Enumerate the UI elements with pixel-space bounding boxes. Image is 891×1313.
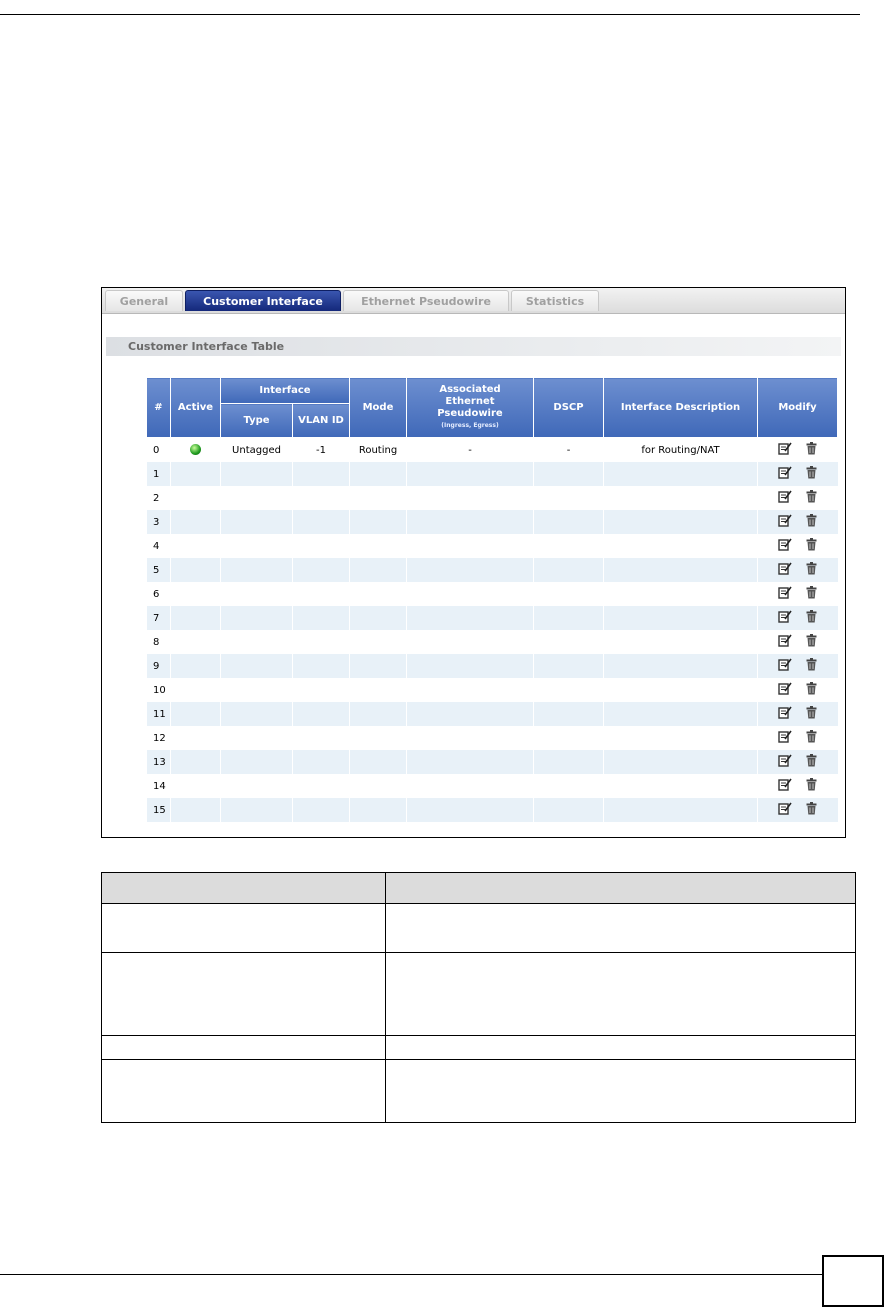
edit-icon[interactable]	[778, 658, 792, 671]
col-header-type: Type	[221, 404, 293, 438]
row-active-cell	[171, 606, 221, 630]
row-modify-cell	[758, 558, 838, 582]
row-mode	[350, 678, 407, 702]
row-mode	[350, 486, 407, 510]
row-dscp	[534, 462, 604, 486]
row-modify-cell	[758, 726, 838, 750]
trash-icon[interactable]	[806, 658, 817, 671]
row-vlan-id	[293, 462, 350, 486]
pseudowire-header-line3: Pseudowire	[437, 407, 503, 419]
row-active-cell	[171, 486, 221, 510]
description-cell	[102, 953, 386, 1036]
row-pseudowire	[407, 798, 534, 822]
trash-icon[interactable]	[806, 802, 817, 815]
trash-icon[interactable]	[806, 586, 817, 599]
col-header-active: Active	[171, 378, 221, 438]
edit-icon[interactable]	[778, 538, 792, 551]
row-type	[221, 774, 293, 798]
row-dscp	[534, 630, 604, 654]
row-vlan-id	[293, 750, 350, 774]
row-mode	[350, 558, 407, 582]
trash-icon[interactable]	[806, 562, 817, 575]
row-dscp	[534, 798, 604, 822]
table-row	[147, 678, 838, 702]
col-header-vlan-id: VLAN ID	[293, 404, 350, 438]
row-pseudowire	[407, 750, 534, 774]
trash-icon[interactable]	[806, 490, 817, 503]
row-pseudowire	[407, 558, 534, 582]
table-row	[147, 750, 838, 774]
description-cell	[102, 1060, 386, 1123]
row-number: 13	[147, 750, 171, 774]
description-cell	[386, 953, 856, 1036]
row-type	[221, 486, 293, 510]
row-type	[221, 606, 293, 630]
description-header-cell	[102, 873, 386, 904]
trash-icon[interactable]	[806, 466, 817, 479]
edit-icon[interactable]	[778, 610, 792, 623]
row-dscp	[534, 534, 604, 558]
description-cell	[102, 1036, 386, 1060]
row-dscp	[534, 654, 604, 678]
row-description	[604, 606, 758, 630]
edit-icon[interactable]	[778, 586, 792, 599]
pseudowire-header-line1: Associated	[439, 383, 501, 395]
row-modify-cell	[758, 486, 838, 510]
row-mode	[350, 606, 407, 630]
table-row	[147, 558, 838, 582]
tab-statistics[interactable]: Statistics	[511, 290, 599, 311]
row-type	[221, 462, 293, 486]
edit-icon[interactable]	[778, 562, 792, 575]
row-description	[604, 654, 758, 678]
row-mode	[350, 462, 407, 486]
description-cell	[102, 904, 386, 953]
row-vlan-id: -1	[293, 438, 350, 463]
row-number: 0	[147, 438, 171, 463]
row-modify-cell	[758, 510, 838, 534]
row-mode	[350, 654, 407, 678]
row-modify-cell	[758, 582, 838, 606]
table-row	[147, 510, 838, 534]
table-row	[147, 702, 838, 726]
customer-interface-table	[146, 377, 838, 822]
row-mode: Routing	[350, 438, 407, 463]
row-active-cell	[171, 534, 221, 558]
tab-ethernet-pseudowire[interactable]: Ethernet Pseudowire	[343, 290, 509, 311]
pseudowire-header-line2: Ethernet	[445, 395, 495, 407]
row-active-cell	[171, 630, 221, 654]
trash-icon[interactable]	[806, 610, 817, 623]
table-row	[147, 486, 838, 510]
description-table	[101, 872, 856, 1123]
row-pseudowire	[407, 462, 534, 486]
row-description	[604, 678, 758, 702]
trash-icon[interactable]	[806, 514, 817, 527]
row-vlan-id	[293, 630, 350, 654]
row-number: 1	[147, 462, 171, 486]
edit-icon[interactable]	[778, 442, 792, 455]
col-header-dscp: DSCP	[534, 378, 604, 438]
description-table-row	[102, 1060, 856, 1123]
row-dscp	[534, 774, 604, 798]
edit-icon[interactable]	[778, 514, 792, 527]
col-header-num: #	[147, 378, 171, 438]
row-mode	[350, 702, 407, 726]
row-active-cell	[171, 582, 221, 606]
row-vlan-id	[293, 678, 350, 702]
trash-icon[interactable]	[806, 538, 817, 551]
row-dscp	[534, 606, 604, 630]
col-header-modify: Modify	[758, 378, 838, 438]
row-pseudowire	[407, 630, 534, 654]
row-pseudowire	[407, 582, 534, 606]
row-active-cell	[171, 510, 221, 534]
row-number: 7	[147, 606, 171, 630]
table-row	[147, 774, 838, 798]
row-active-cell	[171, 726, 221, 750]
table-row	[147, 582, 838, 606]
row-pseudowire	[407, 726, 534, 750]
edit-icon[interactable]	[778, 754, 792, 767]
page-footer-rule	[0, 1274, 822, 1275]
row-description	[604, 462, 758, 486]
row-modify-cell	[758, 534, 838, 558]
row-modify-cell	[758, 750, 838, 774]
edit-icon[interactable]	[778, 802, 792, 815]
row-pseudowire	[407, 606, 534, 630]
row-modify-cell	[758, 702, 838, 726]
row-vlan-id	[293, 534, 350, 558]
table-row	[147, 606, 838, 630]
row-modify-cell	[758, 606, 838, 630]
row-dscp: -	[534, 438, 604, 463]
row-description	[604, 702, 758, 726]
row-description: for Routing/NAT	[604, 438, 758, 463]
section-title: Customer Interface Table	[106, 337, 841, 356]
row-type	[221, 654, 293, 678]
trash-icon[interactable]	[806, 634, 817, 647]
row-active-cell	[171, 654, 221, 678]
row-pseudowire	[407, 678, 534, 702]
row-pseudowire: -	[407, 438, 534, 463]
green-bulb-icon	[190, 444, 201, 455]
edit-icon[interactable]	[778, 490, 792, 503]
row-description	[604, 582, 758, 606]
row-modify-cell	[758, 630, 838, 654]
row-description	[604, 726, 758, 750]
row-number: 15	[147, 798, 171, 822]
row-type	[221, 750, 293, 774]
table-row	[147, 726, 838, 750]
row-vlan-id	[293, 558, 350, 582]
description-table-header	[102, 873, 856, 904]
edit-icon[interactable]	[778, 706, 792, 719]
row-number: 8	[147, 630, 171, 654]
row-vlan-id	[293, 486, 350, 510]
description-table-row	[102, 904, 856, 953]
table-row	[147, 534, 838, 558]
row-number: 4	[147, 534, 171, 558]
row-vlan-id	[293, 606, 350, 630]
row-type	[221, 702, 293, 726]
row-pseudowire	[407, 510, 534, 534]
row-description	[604, 750, 758, 774]
row-mode	[350, 582, 407, 606]
row-pseudowire	[407, 486, 534, 510]
col-header-description: Interface Description	[604, 378, 758, 438]
row-description	[604, 774, 758, 798]
row-description	[604, 510, 758, 534]
row-description	[604, 558, 758, 582]
row-description	[604, 534, 758, 558]
row-active-cell	[171, 558, 221, 582]
row-type: Untagged	[221, 438, 293, 463]
edit-icon[interactable]	[778, 634, 792, 647]
row-number: 14	[147, 774, 171, 798]
row-modify-cell	[758, 678, 838, 702]
row-active-cell	[171, 774, 221, 798]
screenshot-frame	[101, 287, 846, 838]
edit-icon[interactable]	[778, 778, 792, 791]
row-dscp	[534, 678, 604, 702]
row-mode	[350, 630, 407, 654]
row-vlan-id	[293, 702, 350, 726]
row-dscp	[534, 558, 604, 582]
row-pseudowire	[407, 774, 534, 798]
edit-icon[interactable]	[778, 730, 792, 743]
row-dscp	[534, 750, 604, 774]
row-modify-cell	[758, 462, 838, 486]
description-cell	[386, 1036, 856, 1060]
description-header-cell	[386, 873, 856, 904]
col-header-pseudowire	[407, 378, 534, 438]
table-row	[147, 438, 838, 463]
row-dscp	[534, 726, 604, 750]
row-active-cell	[171, 750, 221, 774]
row-description	[604, 630, 758, 654]
row-active-cell	[171, 438, 221, 463]
row-number: 6	[147, 582, 171, 606]
row-number: 3	[147, 510, 171, 534]
row-modify-cell	[758, 798, 838, 822]
row-number: 11	[147, 702, 171, 726]
tab-customer-interface[interactable]: Customer Interface	[185, 290, 341, 311]
page-header-rule	[0, 14, 860, 15]
row-mode	[350, 774, 407, 798]
table-row	[147, 798, 838, 822]
description-table-row	[102, 953, 856, 1036]
trash-icon[interactable]	[806, 730, 817, 743]
row-active-cell	[171, 798, 221, 822]
edit-icon[interactable]	[778, 466, 792, 479]
row-vlan-id	[293, 582, 350, 606]
row-pseudowire	[407, 534, 534, 558]
row-number: 10	[147, 678, 171, 702]
row-type	[221, 798, 293, 822]
trash-icon[interactable]	[806, 754, 817, 767]
description-cell	[386, 1060, 856, 1123]
row-number: 5	[147, 558, 171, 582]
row-pseudowire	[407, 702, 534, 726]
page-number-box	[822, 1255, 884, 1307]
row-type	[221, 534, 293, 558]
row-vlan-id	[293, 726, 350, 750]
row-mode	[350, 750, 407, 774]
row-active-cell	[171, 462, 221, 486]
row-pseudowire	[407, 654, 534, 678]
row-type	[221, 630, 293, 654]
row-type	[221, 582, 293, 606]
row-vlan-id	[293, 510, 350, 534]
table-row	[147, 630, 838, 654]
table-row	[147, 654, 838, 678]
table-row	[147, 462, 838, 486]
row-vlan-id	[293, 774, 350, 798]
row-modify-cell	[758, 654, 838, 678]
row-modify-cell	[758, 438, 838, 463]
row-description	[604, 486, 758, 510]
row-vlan-id	[293, 798, 350, 822]
col-header-mode: Mode	[350, 378, 407, 438]
trash-icon[interactable]	[806, 682, 817, 695]
row-type	[221, 510, 293, 534]
row-type	[221, 558, 293, 582]
row-dscp	[534, 702, 604, 726]
tab-bar	[102, 288, 845, 314]
pseudowire-header-sub: (Ingress, Egress)	[441, 421, 499, 429]
row-mode	[350, 534, 407, 558]
tab-general[interactable]: General	[105, 290, 183, 311]
row-mode	[350, 798, 407, 822]
edit-icon[interactable]	[778, 682, 792, 695]
description-cell	[386, 904, 856, 953]
row-description	[604, 798, 758, 822]
row-vlan-id	[293, 654, 350, 678]
row-number: 9	[147, 654, 171, 678]
trash-icon[interactable]	[806, 442, 817, 455]
row-mode	[350, 510, 407, 534]
row-modify-cell	[758, 774, 838, 798]
row-number: 12	[147, 726, 171, 750]
row-number: 2	[147, 486, 171, 510]
row-type	[221, 726, 293, 750]
row-mode	[350, 726, 407, 750]
row-type	[221, 678, 293, 702]
row-dscp	[534, 510, 604, 534]
trash-icon[interactable]	[806, 778, 817, 791]
description-table-row	[102, 1036, 856, 1060]
col-header-interface: Interface	[221, 378, 350, 404]
trash-icon[interactable]	[806, 706, 817, 719]
row-dscp	[534, 486, 604, 510]
row-active-cell	[171, 678, 221, 702]
row-dscp	[534, 582, 604, 606]
row-active-cell	[171, 702, 221, 726]
